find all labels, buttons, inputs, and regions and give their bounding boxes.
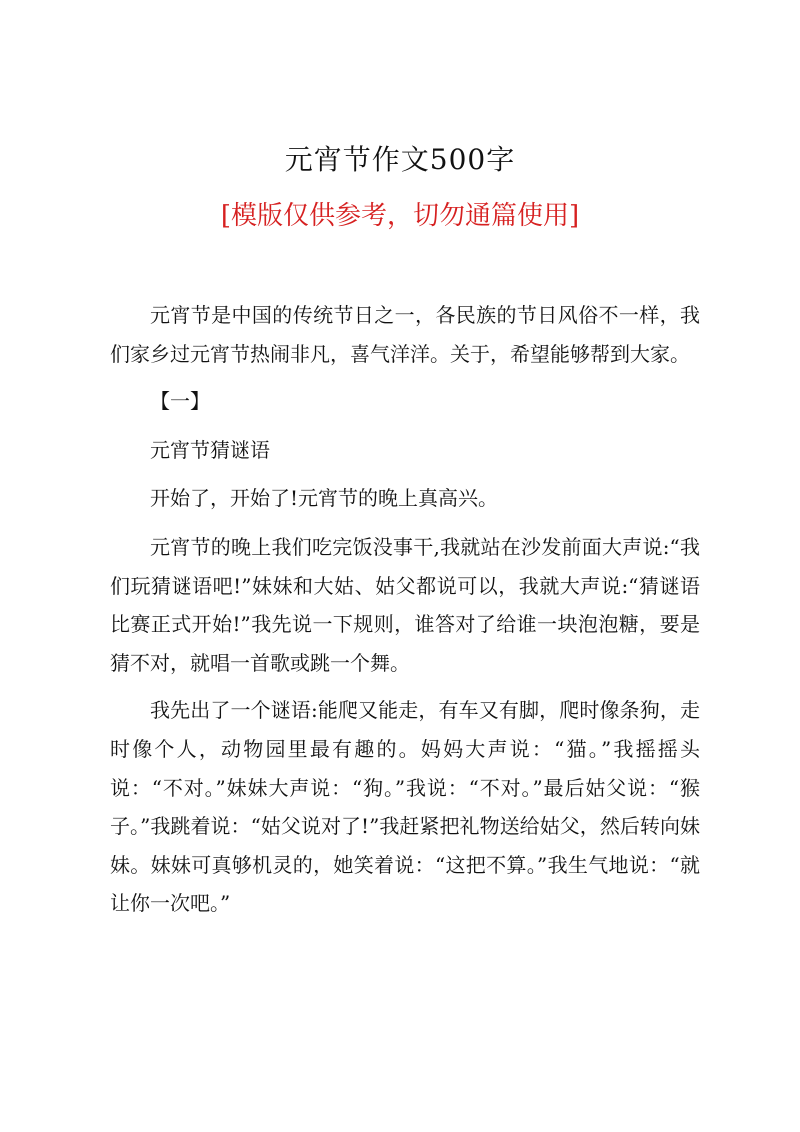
template-notice: [模版仅供参考，切勿通篇使用]	[220, 201, 580, 231]
intro-paragraph: 元宵节是中国的传统节日之一，各民族的节日风俗不一样，我们家乡过元宵节热闹非凡，喜气洋洋。关于，希望能够帮到大家。	[110, 303, 700, 366]
body-paragraph-3: 我先出了一个谜语:能爬又能走，有车又有脚，爬时像条狗，走时像个人，动物园里最有趣的。妈妈大声说：“猫。”我摇摇头说：“不对。”妹妹大声说：“狗。”我说：“不对。”最后姑父说：“猴子。”我跳着说：“姑父说对了!”我赶紧把礼物送给姑父，然后转向妹妹。妹妹可真够机灵的，她笑着说：“这把不算。”我生气地说：“就让你一次吧。”	[110, 698, 700, 916]
document-title: 元宵节作文500字	[284, 143, 516, 176]
essay-subtitle: 元宵节猜谜语	[150, 437, 270, 462]
body-paragraph-1: 开始了，开始了!元宵节的晚上真高兴。	[150, 486, 499, 511]
body-paragraph-2: 元宵节的晚上我们吃完饭没事干,我就站在沙发前面大声说:“我们玩猜谜语吧!”妹妹和大姑、姑父都说可以，我就大声说:“猜谜语比赛正式开始!”我先说一下规则，谁答对了给谁一块泡泡糖，要是猜不对，就唱一首歌或跳一个舞。	[110, 534, 700, 675]
section-heading: 【一】	[150, 389, 210, 414]
essay-body	[110, 296, 700, 932]
